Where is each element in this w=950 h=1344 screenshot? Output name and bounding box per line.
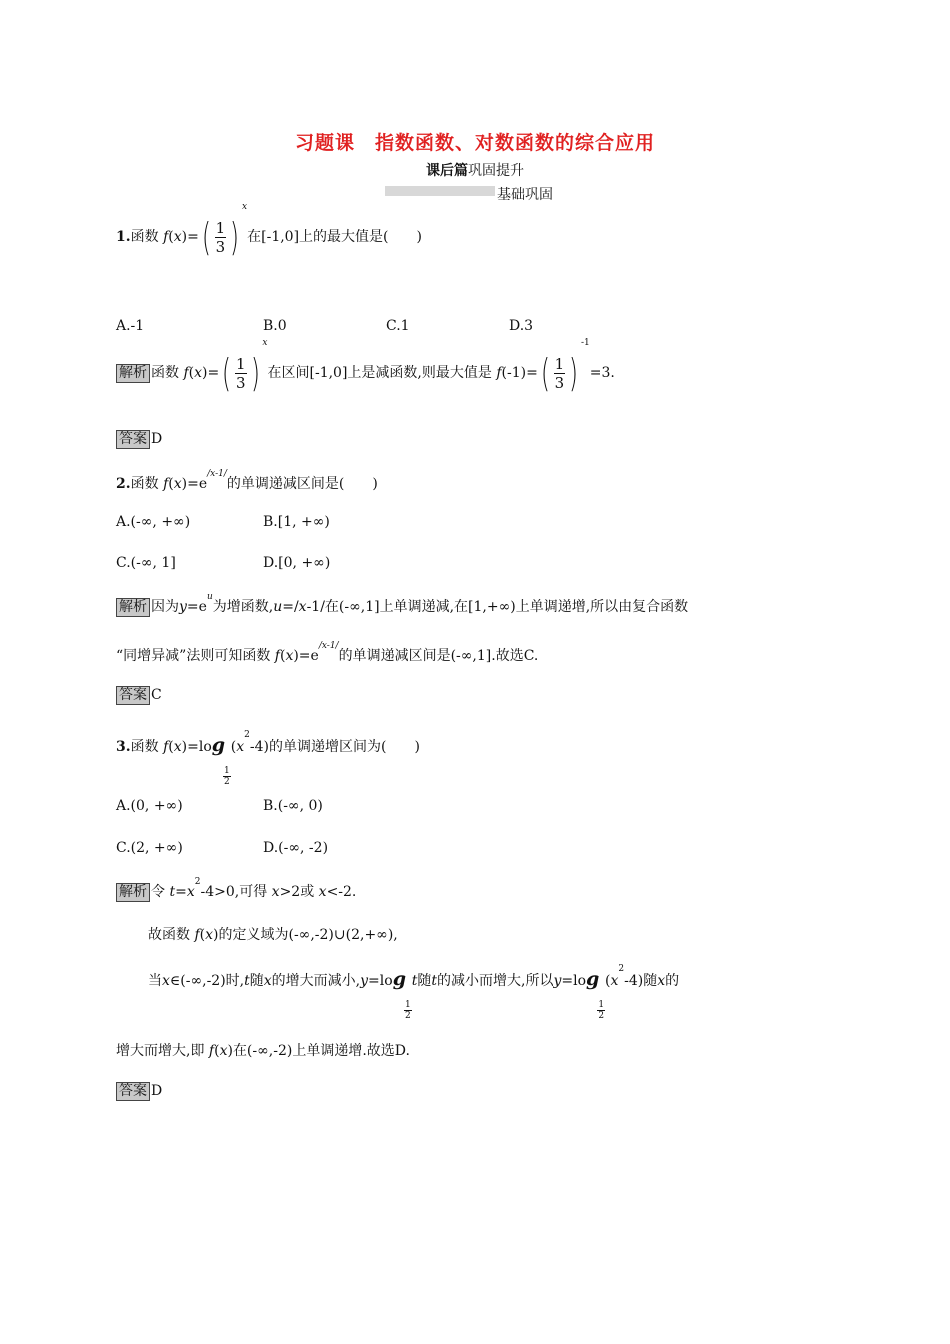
- q3-option-b: B.(-∞, 0): [263, 798, 323, 814]
- q2-exponent: /x-1/: [207, 469, 227, 479]
- q2-suffix: 的单调递减区间是( ): [226, 476, 378, 492]
- q1-f: f: [163, 229, 169, 245]
- q1-fraction: [215, 219, 227, 256]
- q3-l3-base1: [404, 1000, 412, 1021]
- q3-an-1-end: >2或: [279, 884, 315, 900]
- q3-option-a: A.(0, +∞): [116, 798, 183, 814]
- q3-l4-b: 在(-∞,-2)上单调递增.故选D.: [232, 1043, 410, 1059]
- q1-an-lparen: (: [222, 351, 232, 395]
- q2-an-1f: u: [273, 599, 283, 615]
- q1-rparen: ): [230, 215, 240, 259]
- q3-analysis-tag: 解析: [116, 883, 150, 902]
- q1-an-frac-den: 3: [236, 373, 246, 392]
- q1-an-fraction: [235, 355, 247, 392]
- q3-base-num: 1: [224, 766, 230, 776]
- q2-prefix: 函数: [130, 476, 159, 492]
- q3-l3-arg-a: (: [605, 973, 611, 989]
- q3-l3-base2: [597, 1000, 605, 1021]
- q2-answer-value: C: [151, 687, 162, 703]
- q1-an-mid: 在区间[-1,0]上是减函数,则最大值是: [267, 365, 492, 381]
- q1-an-end: =3.: [589, 365, 615, 381]
- q3-l3-base2-num: 1: [598, 1000, 605, 1010]
- q3-prefix: 函数: [130, 739, 159, 755]
- q1-an2-lparen: (: [540, 351, 550, 395]
- q2-analysis-line2: “同增异减”法则可知函数 $f(x)=e^{/x-1/}$的单调递减区间是(-∞,1].故选C.: [116, 641, 539, 664]
- q1-suffix: 在[-1,0]上的最大值是( ): [247, 229, 422, 245]
- q3-l3-d: 的增大而减小,: [271, 973, 361, 989]
- q3-l3-e: 随: [417, 973, 432, 989]
- q2-an-1a: 因为: [151, 599, 179, 615]
- q3-option-c: C.(2, +∞): [116, 840, 183, 856]
- q3-l3-arg-c: -4): [624, 973, 644, 989]
- q3-an-1: 令: [151, 884, 165, 900]
- q3-arg-sup: 2: [244, 730, 250, 740]
- q2-an-1c: =e: [186, 599, 207, 615]
- q2-an-1g: =/: [282, 599, 299, 615]
- subtitle-rest: 巩固提升: [468, 163, 524, 179]
- q3-l3-c: 随: [249, 973, 264, 989]
- subtitle-bold: 课后篇: [426, 163, 468, 179]
- q3-l3-log1: lo: [379, 973, 393, 989]
- q3-l3-f: 的减小而增大,所以: [437, 973, 554, 989]
- q1-an2-frac-num: 1: [554, 354, 565, 373]
- q1-answer: [116, 430, 162, 449]
- q1-option-b: B.0: [263, 318, 287, 334]
- q1-answer-value: D: [151, 431, 163, 447]
- q3-arg-c: -4): [249, 739, 269, 755]
- q2-an-exponent: /x-1/: [318, 641, 339, 651]
- q1-exponent: x: [242, 202, 248, 212]
- page-subtitle: [0, 160, 950, 180]
- q3-l3-log2: lo: [573, 973, 587, 989]
- q1-an2-fraction: [554, 355, 566, 392]
- q1-analysis: 解析 函数 f(x)=( $\frac{1}{3}$ )$^x$在区间[-1,0]上是减函数,则最大值是 f(-1)=( $\frac{1}{3}$ )$^{-1}$=3.: [116, 354, 615, 392]
- q1-frac-den: 3: [215, 237, 226, 256]
- q2-answer-tag: 答案: [116, 686, 150, 705]
- q1-an-prefix: 函数: [151, 365, 179, 381]
- q2-an-1e: 为增函数,: [212, 599, 274, 615]
- q1-an2-frac-den: 3: [554, 373, 565, 392]
- q2-option-a: A.(-∞, +∞): [116, 514, 191, 530]
- q3-stem: 3.函数 f(x)=log $\frac{1}{2}$ $(x^2-4)$的单调递增区间为( ): [116, 730, 420, 787]
- q3-arg-b: x: [236, 739, 245, 755]
- q3-l3-b: ∈(-∞,-2)时,: [169, 973, 245, 989]
- q3-analysis-line2: 故函数 f(x)的定义域为(-∞,-2)∪(2,+∞),: [148, 927, 398, 943]
- q1-frac-num: 1: [215, 218, 226, 237]
- q1-an2-rparen: ): [569, 351, 579, 395]
- q1-an-rparen: ): [250, 351, 260, 395]
- q1-answer-tag: 答案: [116, 430, 150, 449]
- q1-an2-exponent: -1: [581, 338, 590, 348]
- q2-an-1d: u: [206, 592, 213, 602]
- q3-l2-b: 的定义域为(-∞,-2)∪(2,+∞),: [218, 927, 398, 943]
- section-band: [385, 186, 495, 196]
- q3-base-den: 2: [224, 777, 230, 787]
- q2-option-c: C.(-∞, 1]: [116, 555, 176, 571]
- q2-answer: [116, 686, 162, 705]
- q3-an-1-rest: -4>0,可得: [200, 884, 268, 900]
- q2-an-1b: y: [179, 599, 187, 615]
- q1-prefix: 函数: [130, 229, 159, 245]
- q1-option-d: D.3: [509, 318, 534, 334]
- q2-analysis-line1: [116, 592, 689, 617]
- q3-l4-a: 增大而增大,即: [116, 1043, 205, 1059]
- q3-log-base: [223, 766, 231, 787]
- q3-l3-g2: g: [586, 968, 600, 990]
- q3-arg-a: (: [230, 739, 237, 755]
- q3-l3-g1: g: [392, 968, 406, 990]
- q2-an-2a: “同增异减”法则可知函数: [116, 648, 271, 664]
- q3-answer-tag: 答案: [116, 1082, 150, 1101]
- section-label: 基础巩固: [497, 187, 553, 203]
- q2-analysis-tag: 解析: [116, 598, 150, 617]
- q3-suffix: 的单调递增区间为( ): [269, 739, 420, 755]
- q3-analysis-line3: 当x∈(-∞,-2)时,t随x的增大而减小,y=log $\frac{1}{2}$ t随t的减小而增大,所以y=log $\frac{1}{2}$ $(x^2-4)$随x的: [148, 964, 680, 1021]
- q1-an-fm1: (-1): [501, 365, 527, 381]
- q2-number: 2.: [116, 476, 131, 492]
- q2-an-2b: 的单调递减区间是(-∞,1].故选C.: [338, 648, 539, 664]
- q3-l3-base1-num: 1: [404, 1000, 411, 1010]
- q1-x: x: [173, 229, 182, 245]
- q3-analysis-line1: 解析 令 $t=x^2-4>0$,可得 x>2或 x<-2.: [116, 881, 356, 902]
- q3-answer-value: D: [151, 1083, 163, 1099]
- q1-number: 1.: [116, 229, 131, 245]
- q1-an-frac-num: 1: [236, 354, 246, 373]
- q3-l3-h: 的: [665, 973, 680, 989]
- q3-l3-base1-den: 2: [404, 1011, 411, 1021]
- q3-answer: [116, 1082, 162, 1101]
- q1-stem: 1.函数 f(x)=( $\frac{1}{3}$ )$^x$在[-1,0]上的最大值是( ): [116, 202, 422, 259]
- q1-option-a: A.-1: [116, 318, 145, 334]
- q3-l3-a: 当: [148, 973, 162, 989]
- q3-analysis-line4: 增大而增大,即 f(x)在(-∞,-2)上单调递增.故选D.: [116, 1043, 410, 1059]
- q1-analysis-tag: 解析: [116, 364, 150, 383]
- q1-lparen: (: [201, 215, 211, 259]
- q2-option-d: D.[0, +∞): [263, 555, 331, 571]
- q3-option-d: D.(-∞, -2): [263, 840, 329, 856]
- q2-an-1h: x: [298, 599, 307, 615]
- q3-l2-a: 故函数: [148, 927, 190, 943]
- q3-l3-base2-den: 2: [598, 1011, 605, 1021]
- q3-an-1-end2: <-2.: [326, 884, 357, 900]
- q1-an-exponent: x: [262, 338, 268, 348]
- q3-number: 3.: [116, 739, 131, 755]
- q2-option-b: B.[1, +∞): [263, 514, 330, 530]
- q3-log-g: g: [211, 734, 226, 756]
- q3-log: lo: [198, 739, 212, 755]
- page-title: 习题课 指数函数、对数函数的综合应用: [294, 132, 655, 154]
- q1-option-c: C.1: [386, 318, 410, 334]
- q3-l3-g: 随: [643, 973, 658, 989]
- q2-stem: 2.函数 $f(x)=e^{/x-1/}$的单调递减区间是( ): [116, 469, 378, 492]
- q2-an-1i: -1/在(-∞,1]上单调递减,在[1,+∞)上单调递增,所以由复合函数: [306, 599, 689, 615]
